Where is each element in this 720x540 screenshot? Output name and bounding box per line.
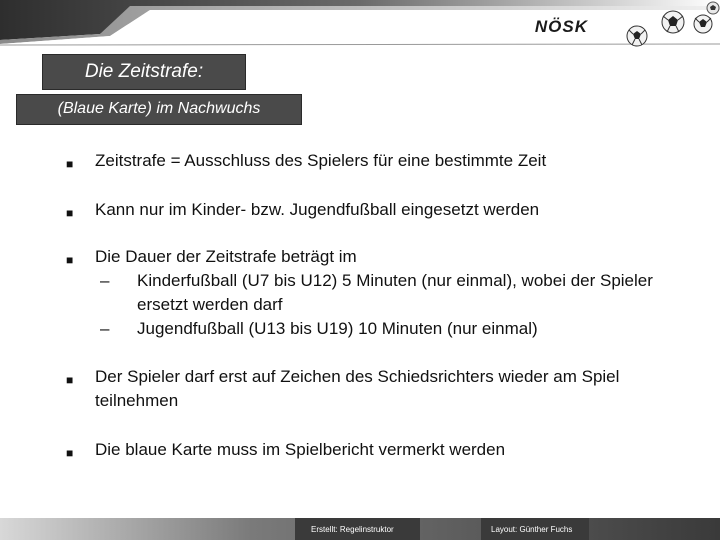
slide: NÖSK Die Zeitstrafe: (Blaue Karte) im Nachwuchs ■ Zeitstrafe = Ausschluss des Spielers für eine bestimmte Zeit ■ Kann nur im Kinder- bzw. Jugendfußball eingesetzt werden ■ Die Dauer der Zeitstrafe beträgt im – Kinderfußball (U7 bis U12) 5 Minuten (nur einmal), wobei der Spieler ersetzt werden darf – Jugendfußball (U13 bis U19) 10 Minuten (nur einmal) ■ Der Spieler darf erst auf Zeichen des Schiedsrichters wieder am Spiel teilnehmen ■ Die blaue Karte muss im Spielbericht vermerkt werden Erstellt: Regelinstruktor Layout: Günther Fuchs: [0, 0, 720, 540]
footer-layout-by: Layout: Günther Fuchs: [491, 525, 573, 534]
football-icon: [627, 26, 647, 46]
dash-bullet-icon: –: [100, 271, 110, 290]
square-bullet-icon: ■: [66, 206, 74, 220]
subtitle-box: [16, 94, 302, 125]
slide-title: Die Zeitstrafe:: [84, 61, 204, 82]
dash-bullet-icon: –: [100, 319, 110, 338]
title-box: [42, 54, 246, 90]
square-bullet-icon: ■: [66, 446, 74, 460]
square-bullet-icon: ■: [66, 373, 74, 387]
football-icons: [615, 0, 720, 50]
slide-subtitle: (Blaue Karte) im Nachwuchs: [57, 100, 261, 117]
square-bullet-icon: ■: [66, 157, 74, 171]
brand-logo-text: NÖSK: [534, 17, 588, 36]
square-bullet-icon: ■: [66, 253, 74, 267]
header-band: [0, 0, 720, 50]
footer-created-by: Erstellt: Regelinstruktor: [311, 525, 394, 534]
